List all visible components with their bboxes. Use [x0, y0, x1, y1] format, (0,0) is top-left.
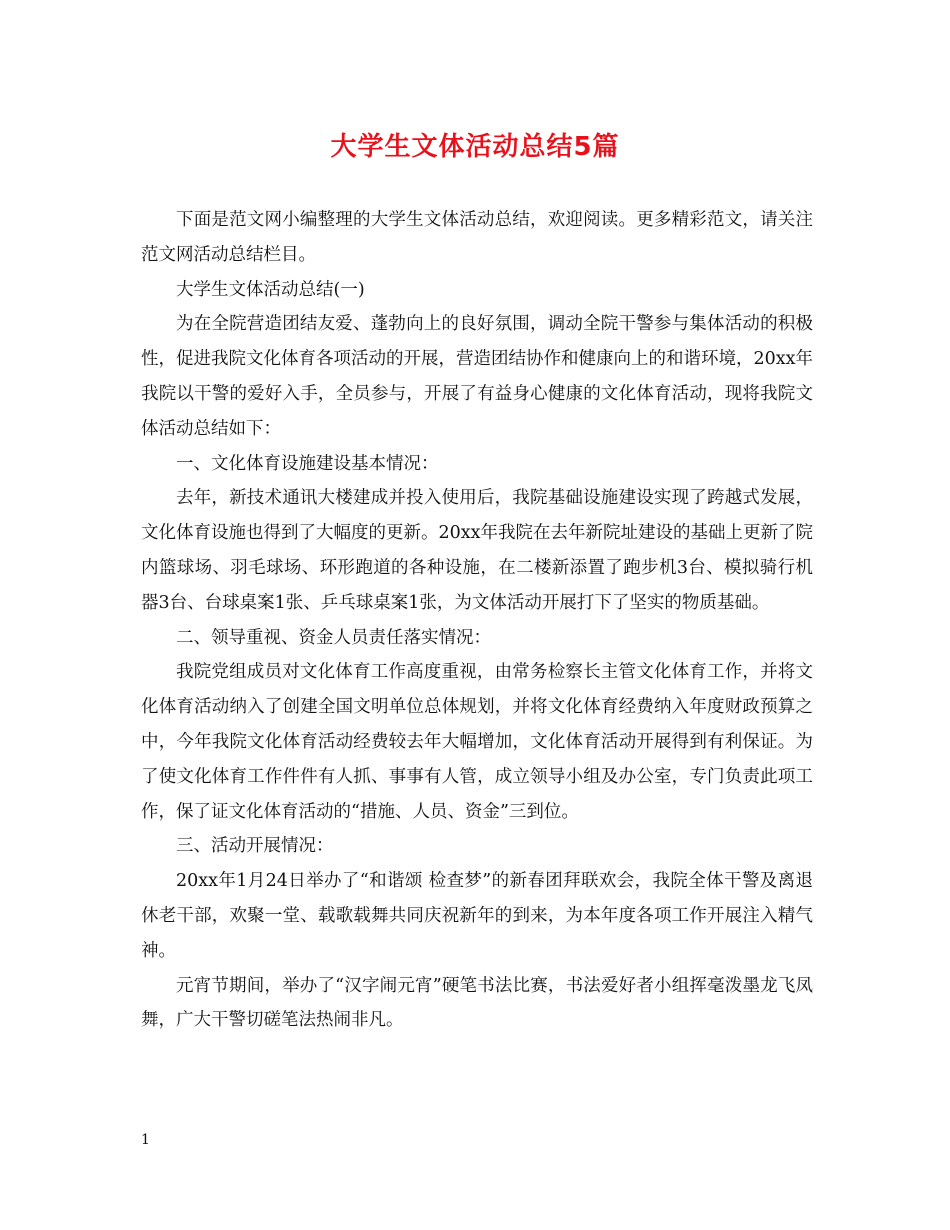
- paragraph-heading-activities: 三、活动开展情况：: [176, 836, 334, 857]
- paragraph-heading-facilities: 一、文化体育设施建设基本情况：: [176, 453, 439, 474]
- page-number: 1: [141, 1132, 150, 1148]
- paragraph-leadership: 我院党组成员对文化体育工作高度重视，由常务检察长主管文化体育工作，并将文化体育活动纳入了创建全国文明单位总体规划，并将文化体育经费纳入年度财政预算之中，今年我院文化体育活动经费较去年大幅增加，文化体育活动开展得到有利保证。为了使文化体育工作件件有人抓、事事有人管，成立领导小组及办公室，专门负责此项工作，保了证文化体育活动的“措施、人员、资金”三到位。: [141, 662, 813, 822]
- paragraph-lantern-festival: 元宵节期间，举办了“汉字闹元宵”硬笔书法比赛，书法爱好者小组挥毫泼墨龙飞凤舞，广大干警切磋笔法热闹非凡。: [141, 975, 813, 1031]
- paragraph-section-heading: 大学生文体活动总结(一): [176, 279, 365, 300]
- paragraph-new-year: 20xx年1月24日举办了“和谐颂 检查梦”的新春团拜联欢会，我院全体干警及离退休老干部，欢聚一堂、载歌载舞共同庆祝新年的到来，为本年度各项工作开展注入精气神。: [141, 871, 813, 961]
- paragraph-heading-leadership: 二、领导重视、资金人员责任落实情况：: [176, 627, 491, 648]
- paragraph-intro: 下面是范文网小编整理的大学生文体活动总结，欢迎阅读。更多精彩范文，请关注范文网活动总结栏目。: [141, 210, 813, 265]
- document-title: 大学生文体活动总结5篇: [330, 132, 620, 162]
- document-body: [141, 203, 813, 1038]
- paragraph-facilities: 去年，新技术通讯大楼建成并投入使用后，我院基础设施建设实现了跨越式发展，文化体育设施也得到了大幅度的更新。20xx年我院在去年新院址建设的基础上更新了院内篮球场、羽毛球场、环形跑道的各种设施，在二楼新添置了跑步机3台、模拟骑行机器3台、台球桌案1张、乒乓球桌案1张，为文体活动开展打下了坚实的物质基础。: [141, 488, 814, 613]
- paragraph-purpose: 为在全院营造团结友爱、蓬勃向上的良好氛围，调动全院干警参与集体活动的积极性，促进我院文化体育各项活动的开展，营造团结协作和健康向上的和谐环境，20xx年我院以干警的爱好入手，全员参与，开展了有益身心健康的文化体育活动，现将我院文体活动总结如下：: [141, 314, 814, 439]
